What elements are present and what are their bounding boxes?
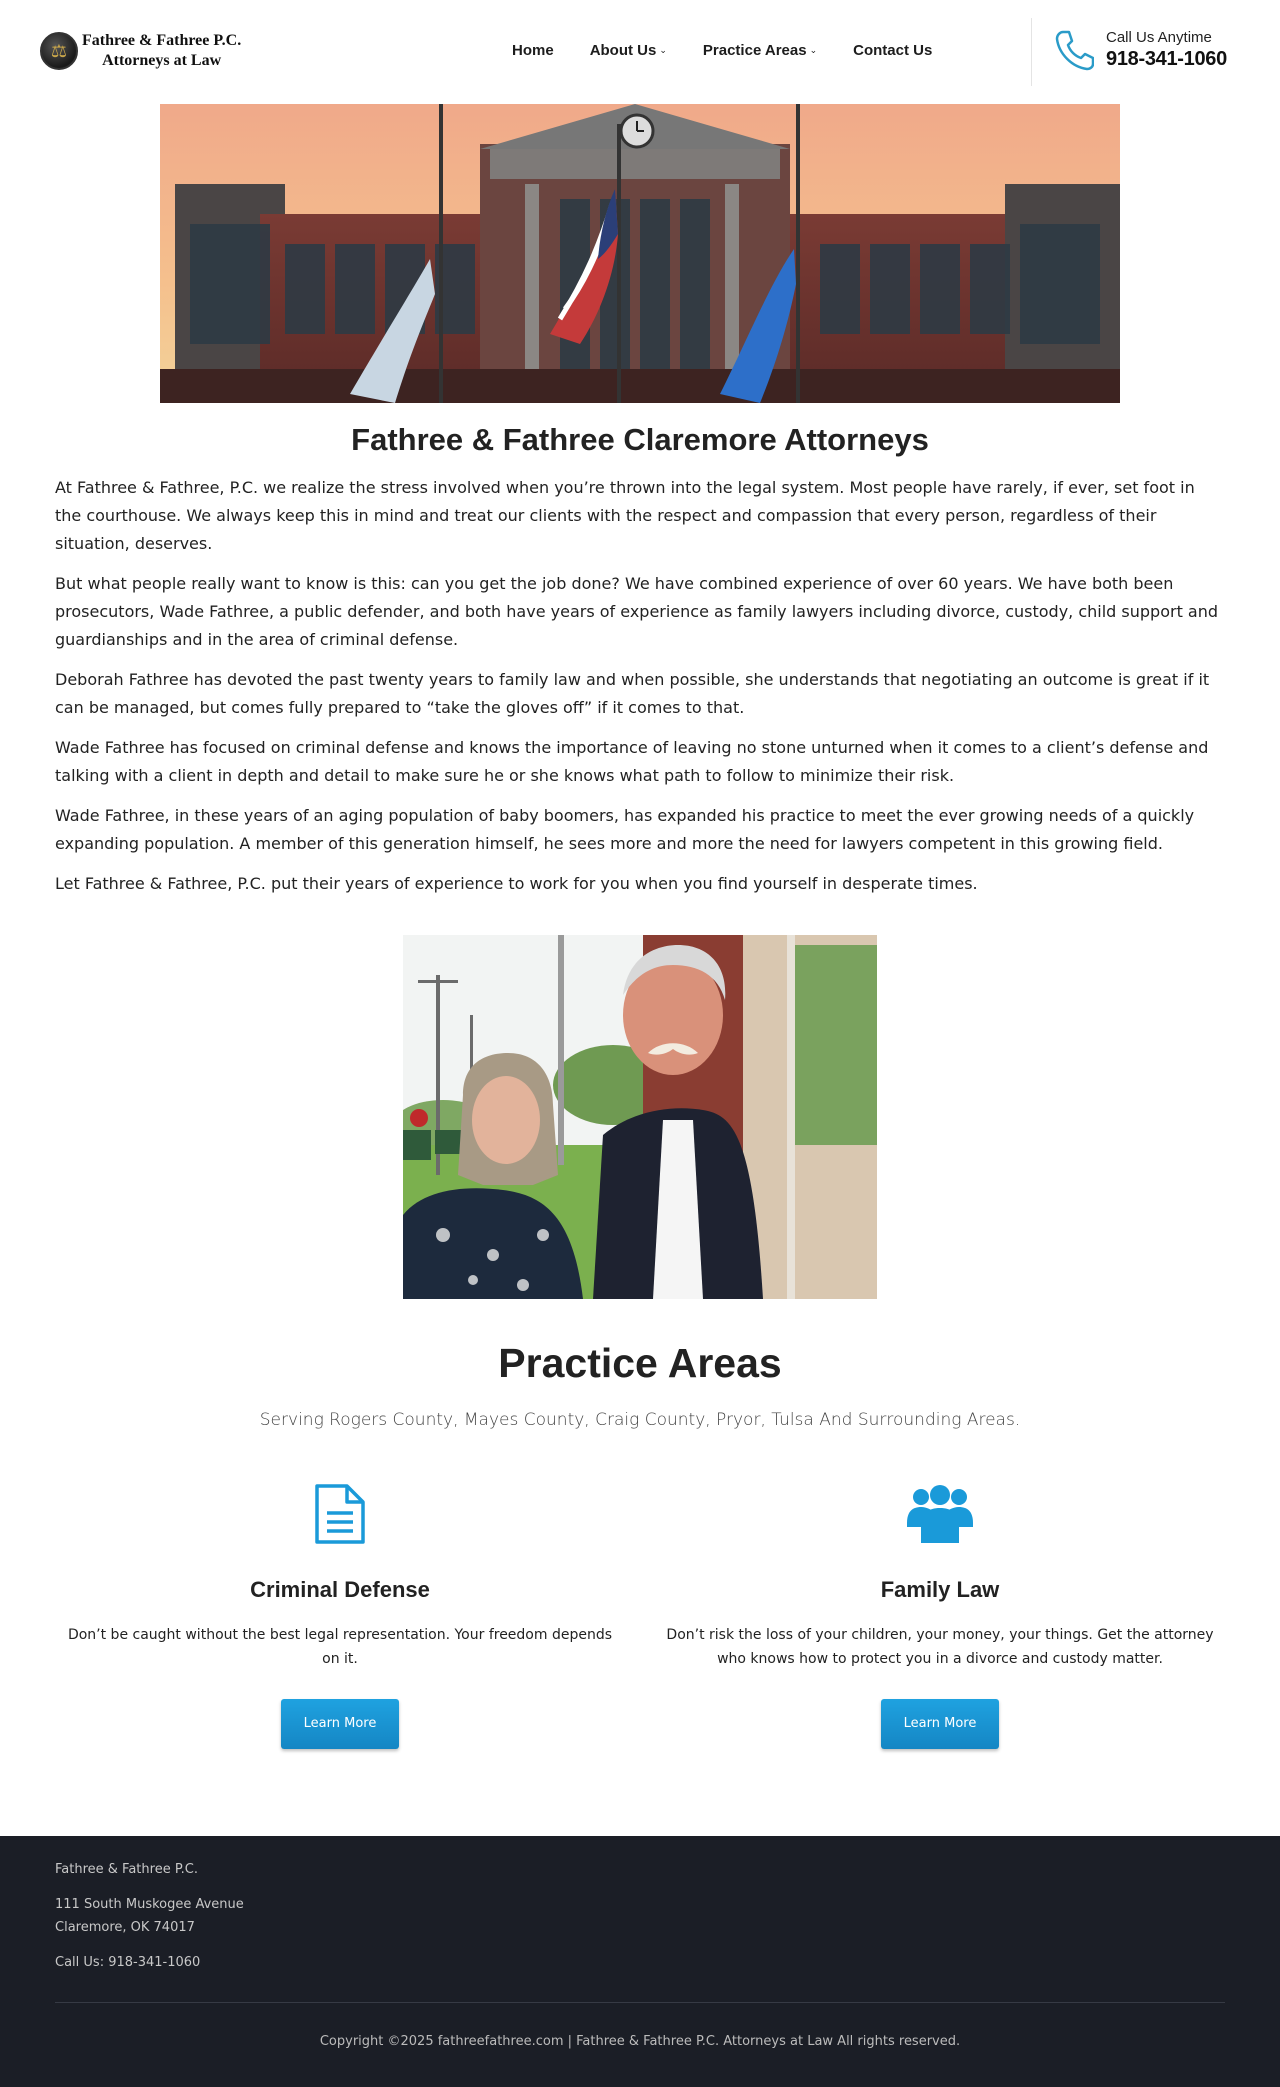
nav-label: Practice Areas [702, 42, 807, 59]
learn-more-button[interactable]: Learn More [881, 1699, 999, 1749]
practice-area-criminal-defense [60, 1483, 620, 1749]
site-header [0, 0, 1280, 104]
phone-icon [1054, 28, 1094, 72]
logo-line1: Fathree & Fathree P.C. [82, 32, 242, 49]
nav-label: About Us [589, 42, 657, 59]
nav-label: Contact Us [853, 42, 933, 59]
footer-divider [55, 2002, 1225, 2003]
footer-firm-name: Fathree & Fathree P.C. [55, 1862, 198, 1877]
practice-area-text: Don’t be caught without the best legal representation. Your freedom depends on it. [67, 1627, 613, 1667]
intro-paragraph: At Fathree & Fathree, P.C. we realize the stress involved when you’re thrown into the legal system. Most people have rarely, if ever, set foot in the courthouse. We always keep this in mind and treat our clients with the respect and compassion that every person, regardless of their situation, deserves. [55, 478, 1195, 553]
intro-paragraph: Wade Fathree has focused on criminal defense and knows the importance of leaving no stone unturned when it comes to a client’s defense and talking with a client in depth and detail to make sure he or she knows what path to follow to minimize their risk. [55, 738, 1209, 785]
footer-copyright: Copyright ©2025 fathreefathree.com | Fathree & Fathree P.C. Attorneys at Law All rights reserved. [319, 2034, 961, 2049]
nav-contact-us[interactable] [853, 42, 932, 59]
main-nav [512, 42, 968, 59]
attorneys-photo [403, 935, 877, 1299]
intro-title: Fathree & Fathree Claremore Attorneys [351, 422, 929, 457]
site-logo[interactable] [40, 31, 241, 71]
practice-area-title: Criminal Defense [250, 1577, 430, 1602]
footer-address-line2: Claremore, OK 74017 [55, 1920, 195, 1935]
practice-area-text: Don’t risk the loss of your children, your money, your things. Get the attorney who knows how to protect you in a divorce and custody matter. [666, 1627, 1214, 1667]
chevron-down-icon: ⌄ [659, 45, 667, 55]
practice-area-title: Family Law [880, 1577, 1000, 1602]
nav-about-us[interactable] [590, 42, 667, 59]
intro-section [55, 422, 1225, 910]
intro-paragraph: Deborah Fathree has devoted the past twenty years to family law and when possible, she understands that negotiating an outcome is great if it can be managed, but comes fully prepared to “take the gloves off” if it comes to that. [55, 670, 1210, 717]
call-block[interactable] [1054, 28, 1227, 72]
nav-practice-areas[interactable] [703, 42, 817, 59]
header-divider [1031, 18, 1032, 86]
nav-label: Home [512, 42, 554, 59]
learn-more-button[interactable]: Learn More [281, 1699, 399, 1749]
chevron-down-icon: ⌄ [809, 45, 818, 55]
logo-text [82, 31, 241, 71]
intro-paragraph: Let Fathree & Fathree, P.C. put their years of experience to work for you when you find yourself in desperate times. [55, 874, 978, 893]
practice-area-family-law [660, 1483, 1220, 1749]
logo-line2: Attorneys at Law [102, 52, 222, 69]
call-label: Call Us Anytime [1106, 29, 1212, 46]
intro-paragraph: Wade Fathree, in these years of an aging population of baby boomers, has expanded his practice to meet the ever growing needs of a quickly expanding population. A member of this generation himself, he sees more and more the need for lawyers competent in this growing field. [55, 806, 1195, 853]
site-footer [0, 1836, 1280, 2087]
nav-home[interactable] [512, 42, 554, 59]
call-number[interactable]: 918-341-1060 [1106, 48, 1227, 70]
practice-subtitle: Serving Rogers County, Mayes County, Craig County, Pryor, Tulsa And Surrounding Areas. [259, 1410, 1021, 1430]
hero-courthouse-image [160, 104, 1120, 403]
footer-call[interactable]: Call Us: 918-341-1060 [55, 1955, 201, 1970]
intro-paragraph: But what people really want to know is this: can you get the job done? We have combined experience of over 60 years. We have both been prosecutors, Wade Fathree, a public defender, and both have years of experience as family lawyers including divorce, custody, child support and guardianships and in the area of criminal defense. [55, 574, 1219, 649]
document-icon [314, 1483, 366, 1545]
footer-address-line1: 111 South Muskogee Avenue [55, 1897, 244, 1912]
practice-title: Practice Areas [498, 1340, 782, 1386]
users-icon [907, 1483, 973, 1545]
scales-of-justice-icon: ⚖ [40, 32, 78, 70]
